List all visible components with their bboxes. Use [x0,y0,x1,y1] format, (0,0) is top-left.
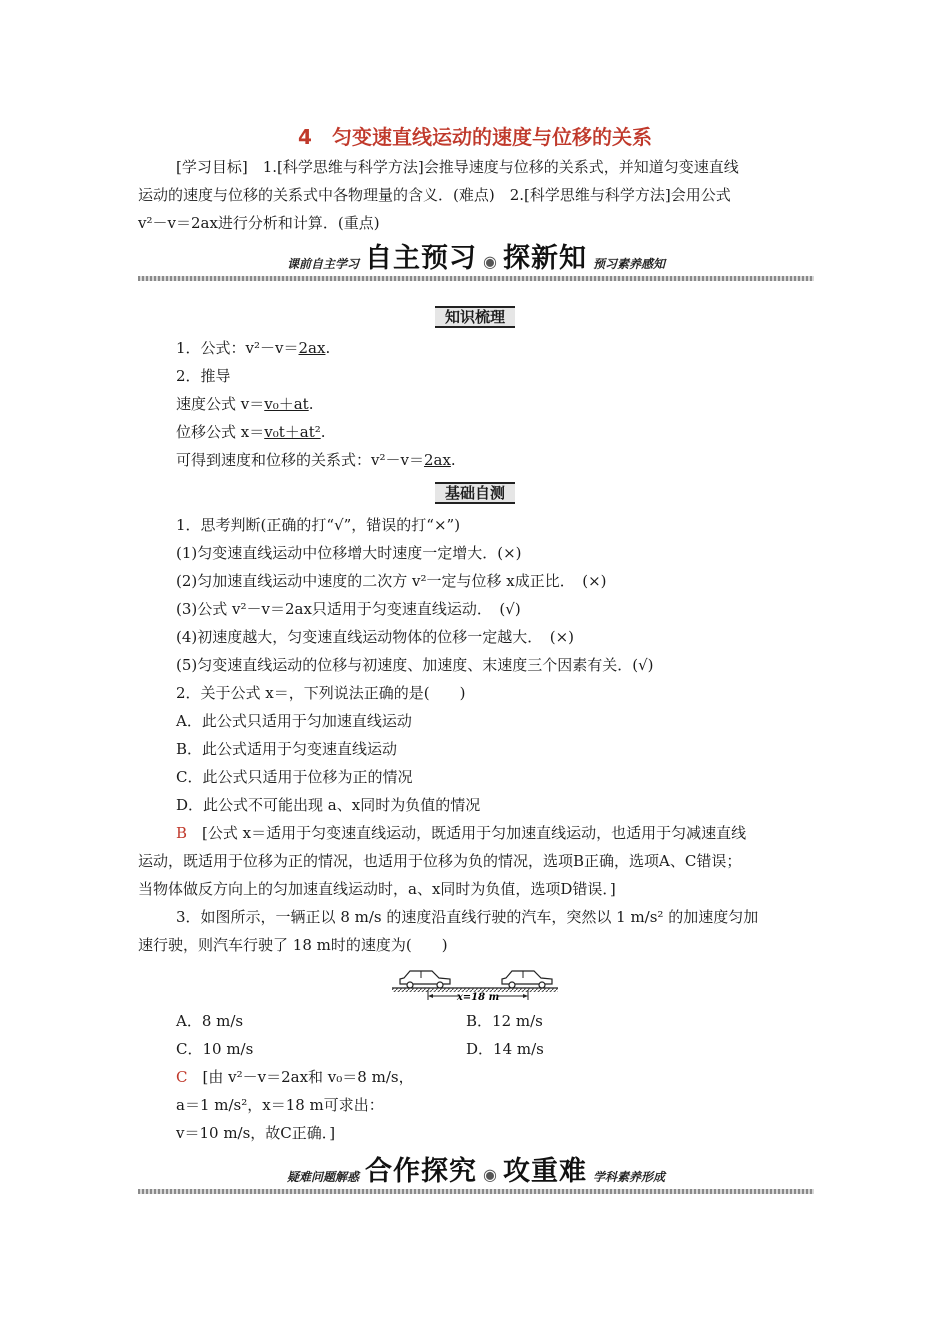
banner-left-text: 疑难问题解惑 [287,1170,360,1184]
q3-stem-line-2: 速行驶，则汽车行驶了 18 m时的速度为( ) [138,936,448,954]
objectives-line-2: 运动的速度与位移的关系式中各物理量的含义．(难点) 2.[科学思维与科学方法]会用公式 [138,186,731,204]
banner-arrow-icon: ◉ [483,1165,497,1184]
banner-main-text-2: 探新知 [502,243,587,274]
q1-item: (4)初速度越大，匀变速直线运动物体的位移一定越大． (×) [176,628,575,646]
knowledge-line-5: 可得到速度和位移的关系式：v²－v＝2ax. [176,451,456,469]
car-figure [392,962,558,1002]
banner-main-text-2: 攻重难 [502,1156,587,1187]
knowledge-line-4: 位移公式 x＝v₀t＋at². [176,423,326,441]
banner-divider [138,276,814,281]
q1-item: (5)匀变速直线运动的位移与初速度、加速度、末速度三个因素有关．(√) [176,656,654,674]
banner-divider [138,1189,814,1194]
figure-label: x=18 m [456,992,500,1002]
q3-explain-line-3: v＝10 m/s，故C正确．] [176,1124,336,1142]
q2-option: B．此公式适用于匀变速直线运动 [176,740,398,758]
answer-letter: C [176,1068,188,1086]
q2-explain-line-1: B [公式 x＝适用于匀变速直线运动，既适用于匀加速直线运动，也适用于匀减速直线 [176,824,747,842]
q2-option: C．此公式只适用于位移为正的情况 [176,768,413,786]
section-heading-selftest: 基础自测 [0,482,950,504]
banner-right-text: 预习素养感知 [592,257,665,271]
fill-blank: v₀t＋at² [264,423,321,441]
knowledge-line-2: 2．推导 [176,367,231,385]
q1-item: (2)匀加速直线运动中速度的二次方 v²一定与位移 x成正比． (×) [176,572,607,590]
answer-letter: B [176,824,188,842]
q3-option: B．12 m/s [466,1012,543,1030]
q2-option: A．此公式只适用于匀加速直线运动 [176,712,412,730]
q2-option: D．此公式不可能出现 a、x同时为负值的情况 [176,796,481,814]
q3-option: D．14 m/s [466,1040,544,1058]
objectives-line-1: [学习目标] 1.[科学思维与科学方法]会推导速度与位移的关系式，并知道匀变速直线 [176,158,739,176]
q1-item: (3)公式 v²－v＝2ax只适用于匀变速直线运动． (√) [176,600,521,618]
car-diagram [392,962,558,1002]
q2-explain-line-3: 当物体做反方向上的匀加速直线运动时，a、x同时为负值，选项D错误．] [138,880,616,898]
fill-blank: 2ax [298,339,326,357]
q3-option: A．8 m/s [176,1012,244,1030]
section-heading-knowledge: 知识梳理 [0,306,950,328]
car-icon-left [400,971,450,988]
banner-arrow-icon: ◉ [483,252,497,271]
banner-explore [138,1158,814,1194]
banner-main-text-1: 合作探究 [365,1156,478,1187]
fill-blank: 2ax [423,451,451,469]
q1-item: (1)匀变速直线运动中位移增大时速度一定增大．(×) [176,544,522,562]
q3-option: C．10 m/s [176,1040,254,1058]
q3-explain-line-2: a＝1 m/s²，x＝18 m可求出： [176,1096,384,1114]
fill-blank: v₀＋at [264,395,309,413]
banner-right-text: 学科素养形成 [592,1170,665,1184]
banner-preview [138,245,814,281]
q3-explain-line-1: C [由 v²－v＝2ax和 v₀＝8 m/s， [176,1068,414,1086]
q2-stem: 2．关于公式 x＝，下列说法正确的是( ) [176,684,466,702]
page-title: 4 匀变速直线运动的速度与位移的关系 [298,125,652,149]
knowledge-line-3: 速度公式 v＝v₀＋at. [176,395,314,413]
q2-explain-line-2: 运动，既适用于位移为正的情况，也适用于位移为负的情况，选项B正确，选项A、C错误； [138,852,742,870]
q3-stem-line-1: 3．如图所示，一辆正以 8 m/s 的速度沿直线行驶的汽车，突然以 1 m/s² 的加速度匀加 [176,908,759,926]
knowledge-line-1: 1．公式：v²－v＝2ax. [176,339,331,357]
banner-left-text: 课前自主学习 [287,257,360,271]
car-icon-right [502,971,552,988]
q1-stem: 1．思考判断(正确的打“√”，错误的打“×”) [176,516,461,534]
banner-main-text-1: 自主预习 [365,243,478,274]
objectives-line-3: v²－v＝2ax进行分析和计算．(重点) [138,214,380,232]
